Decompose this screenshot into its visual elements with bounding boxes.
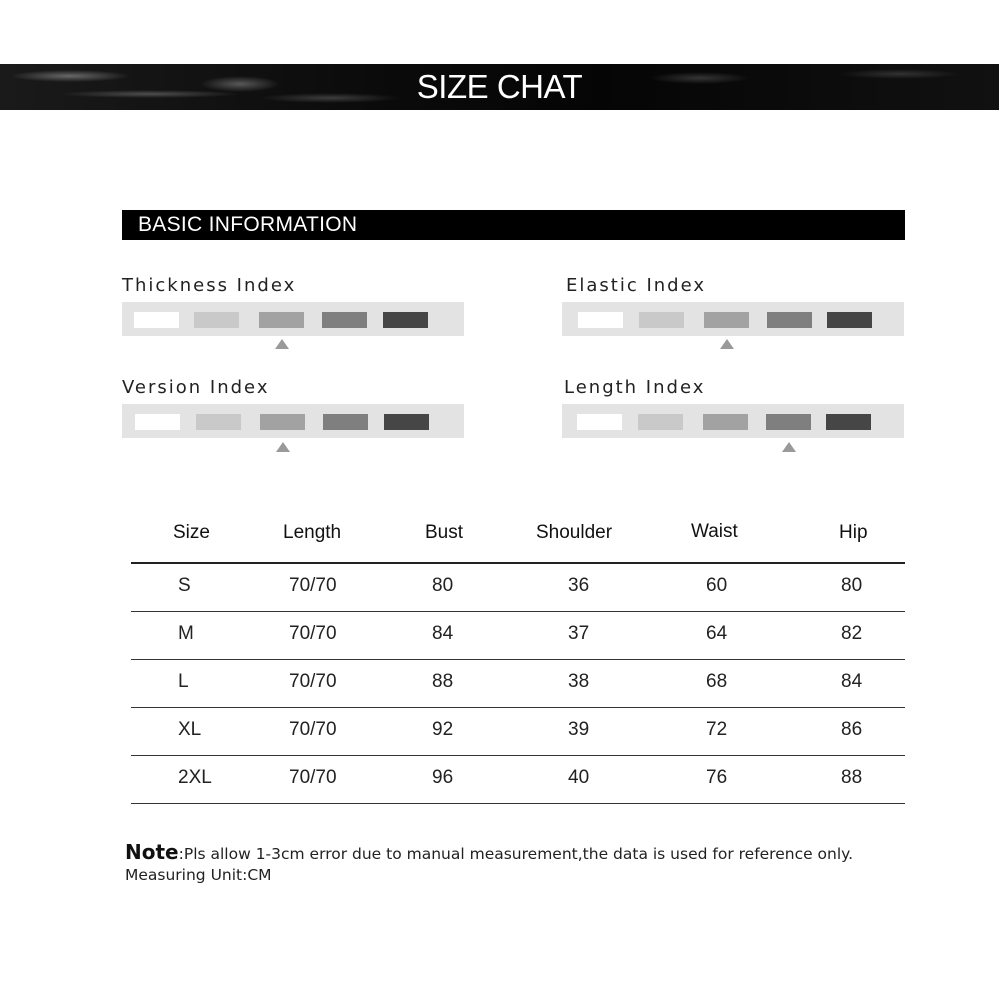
- cell-waist: 60: [706, 575, 728, 596]
- scale-level-1: [578, 312, 623, 328]
- header-length: Length: [283, 522, 342, 543]
- note-key: Note: [125, 840, 179, 864]
- scale-level-4: [766, 414, 811, 430]
- index-label: Length Index: [564, 377, 706, 398]
- index-scale: [562, 404, 904, 438]
- cell-hip: 88: [841, 767, 863, 788]
- cell-length: 70/70: [289, 767, 337, 788]
- cell-size: 2XL: [178, 767, 212, 788]
- header-bust: Bust: [425, 522, 464, 543]
- scale-level-2: [196, 414, 241, 430]
- scale-level-5: [827, 312, 872, 328]
- scale-level-1: [134, 312, 179, 328]
- cell-bust: 80: [432, 575, 454, 596]
- cell-length: 70/70: [289, 575, 337, 596]
- title-banner: [0, 64, 999, 110]
- note-text: Pls allow 1-3cm error due to manual measurement,the data is used for reference only.: [183, 845, 854, 863]
- scale-level-4: [323, 414, 368, 430]
- index-label: Thickness Index: [122, 275, 297, 296]
- scale-level-2: [639, 312, 684, 328]
- cell-size: S: [178, 575, 191, 596]
- table-row: [131, 612, 905, 660]
- cell-shoulder: 39: [568, 719, 590, 740]
- cell-shoulder: 36: [568, 575, 590, 596]
- cell-size: L: [178, 671, 189, 692]
- header-hip: Hip: [839, 522, 868, 543]
- size-table: [131, 510, 905, 804]
- scale-level-4: [767, 312, 812, 328]
- cell-size: XL: [178, 719, 202, 740]
- level-indicator-icon: [275, 339, 289, 349]
- table-row: [131, 756, 905, 804]
- cell-hip: 80: [841, 575, 863, 596]
- scale-level-3: [259, 312, 304, 328]
- note: [125, 840, 853, 864]
- header-shoulder: Shoulder: [536, 522, 613, 543]
- scale-level-5: [826, 414, 871, 430]
- note-separator: :: [178, 845, 184, 863]
- cell-length: 70/70: [289, 719, 337, 740]
- page-title: SIZE CHAT: [416, 68, 583, 105]
- cell-length: 70/70: [289, 671, 337, 692]
- section-header-bar: [122, 210, 905, 240]
- cell-shoulder: 37: [568, 623, 590, 644]
- scale-level-5: [383, 312, 428, 328]
- table-header: [131, 510, 905, 564]
- scale-level-2: [638, 414, 683, 430]
- cell-bust: 88: [432, 671, 454, 692]
- scale-level-3: [260, 414, 305, 430]
- level-indicator-icon: [276, 442, 290, 452]
- cell-waist: 76: [706, 767, 728, 788]
- scale-level-4: [322, 312, 367, 328]
- cell-hip: 82: [841, 623, 863, 644]
- level-indicator-icon: [720, 339, 734, 349]
- cell-shoulder: 40: [568, 767, 590, 788]
- scale-level-3: [704, 312, 749, 328]
- index-scale: [122, 404, 464, 438]
- cell-length: 70/70: [289, 623, 337, 644]
- cell-bust: 92: [432, 719, 454, 740]
- index-label: Elastic Index: [566, 275, 707, 296]
- scale-level-5: [384, 414, 429, 430]
- cell-hip: 84: [841, 671, 863, 692]
- cell-hip: 86: [841, 719, 863, 740]
- section-title: BASIC INFORMATION: [138, 213, 358, 236]
- cell-waist: 68: [706, 671, 728, 692]
- level-indicator-icon: [782, 442, 796, 452]
- cell-bust: 84: [432, 623, 454, 644]
- cell-size: M: [178, 623, 194, 644]
- cell-shoulder: 38: [568, 671, 590, 692]
- table-row: [131, 564, 905, 612]
- scale-level-2: [194, 312, 239, 328]
- cell-waist: 64: [706, 623, 728, 644]
- scale-level-1: [577, 414, 622, 430]
- cell-bust: 96: [432, 767, 454, 788]
- index-label: Version Index: [122, 377, 270, 398]
- index-scale: [122, 302, 464, 336]
- cell-waist: 72: [706, 719, 728, 740]
- scale-level-3: [703, 414, 748, 430]
- table-row: [131, 660, 905, 708]
- table-row: [131, 708, 905, 756]
- scale-level-1: [135, 414, 180, 430]
- index-scale: [562, 302, 904, 336]
- measuring-unit: Measuring Unit:CM: [125, 866, 272, 884]
- header-size: Size: [173, 522, 210, 543]
- header-waist: Waist: [691, 521, 738, 542]
